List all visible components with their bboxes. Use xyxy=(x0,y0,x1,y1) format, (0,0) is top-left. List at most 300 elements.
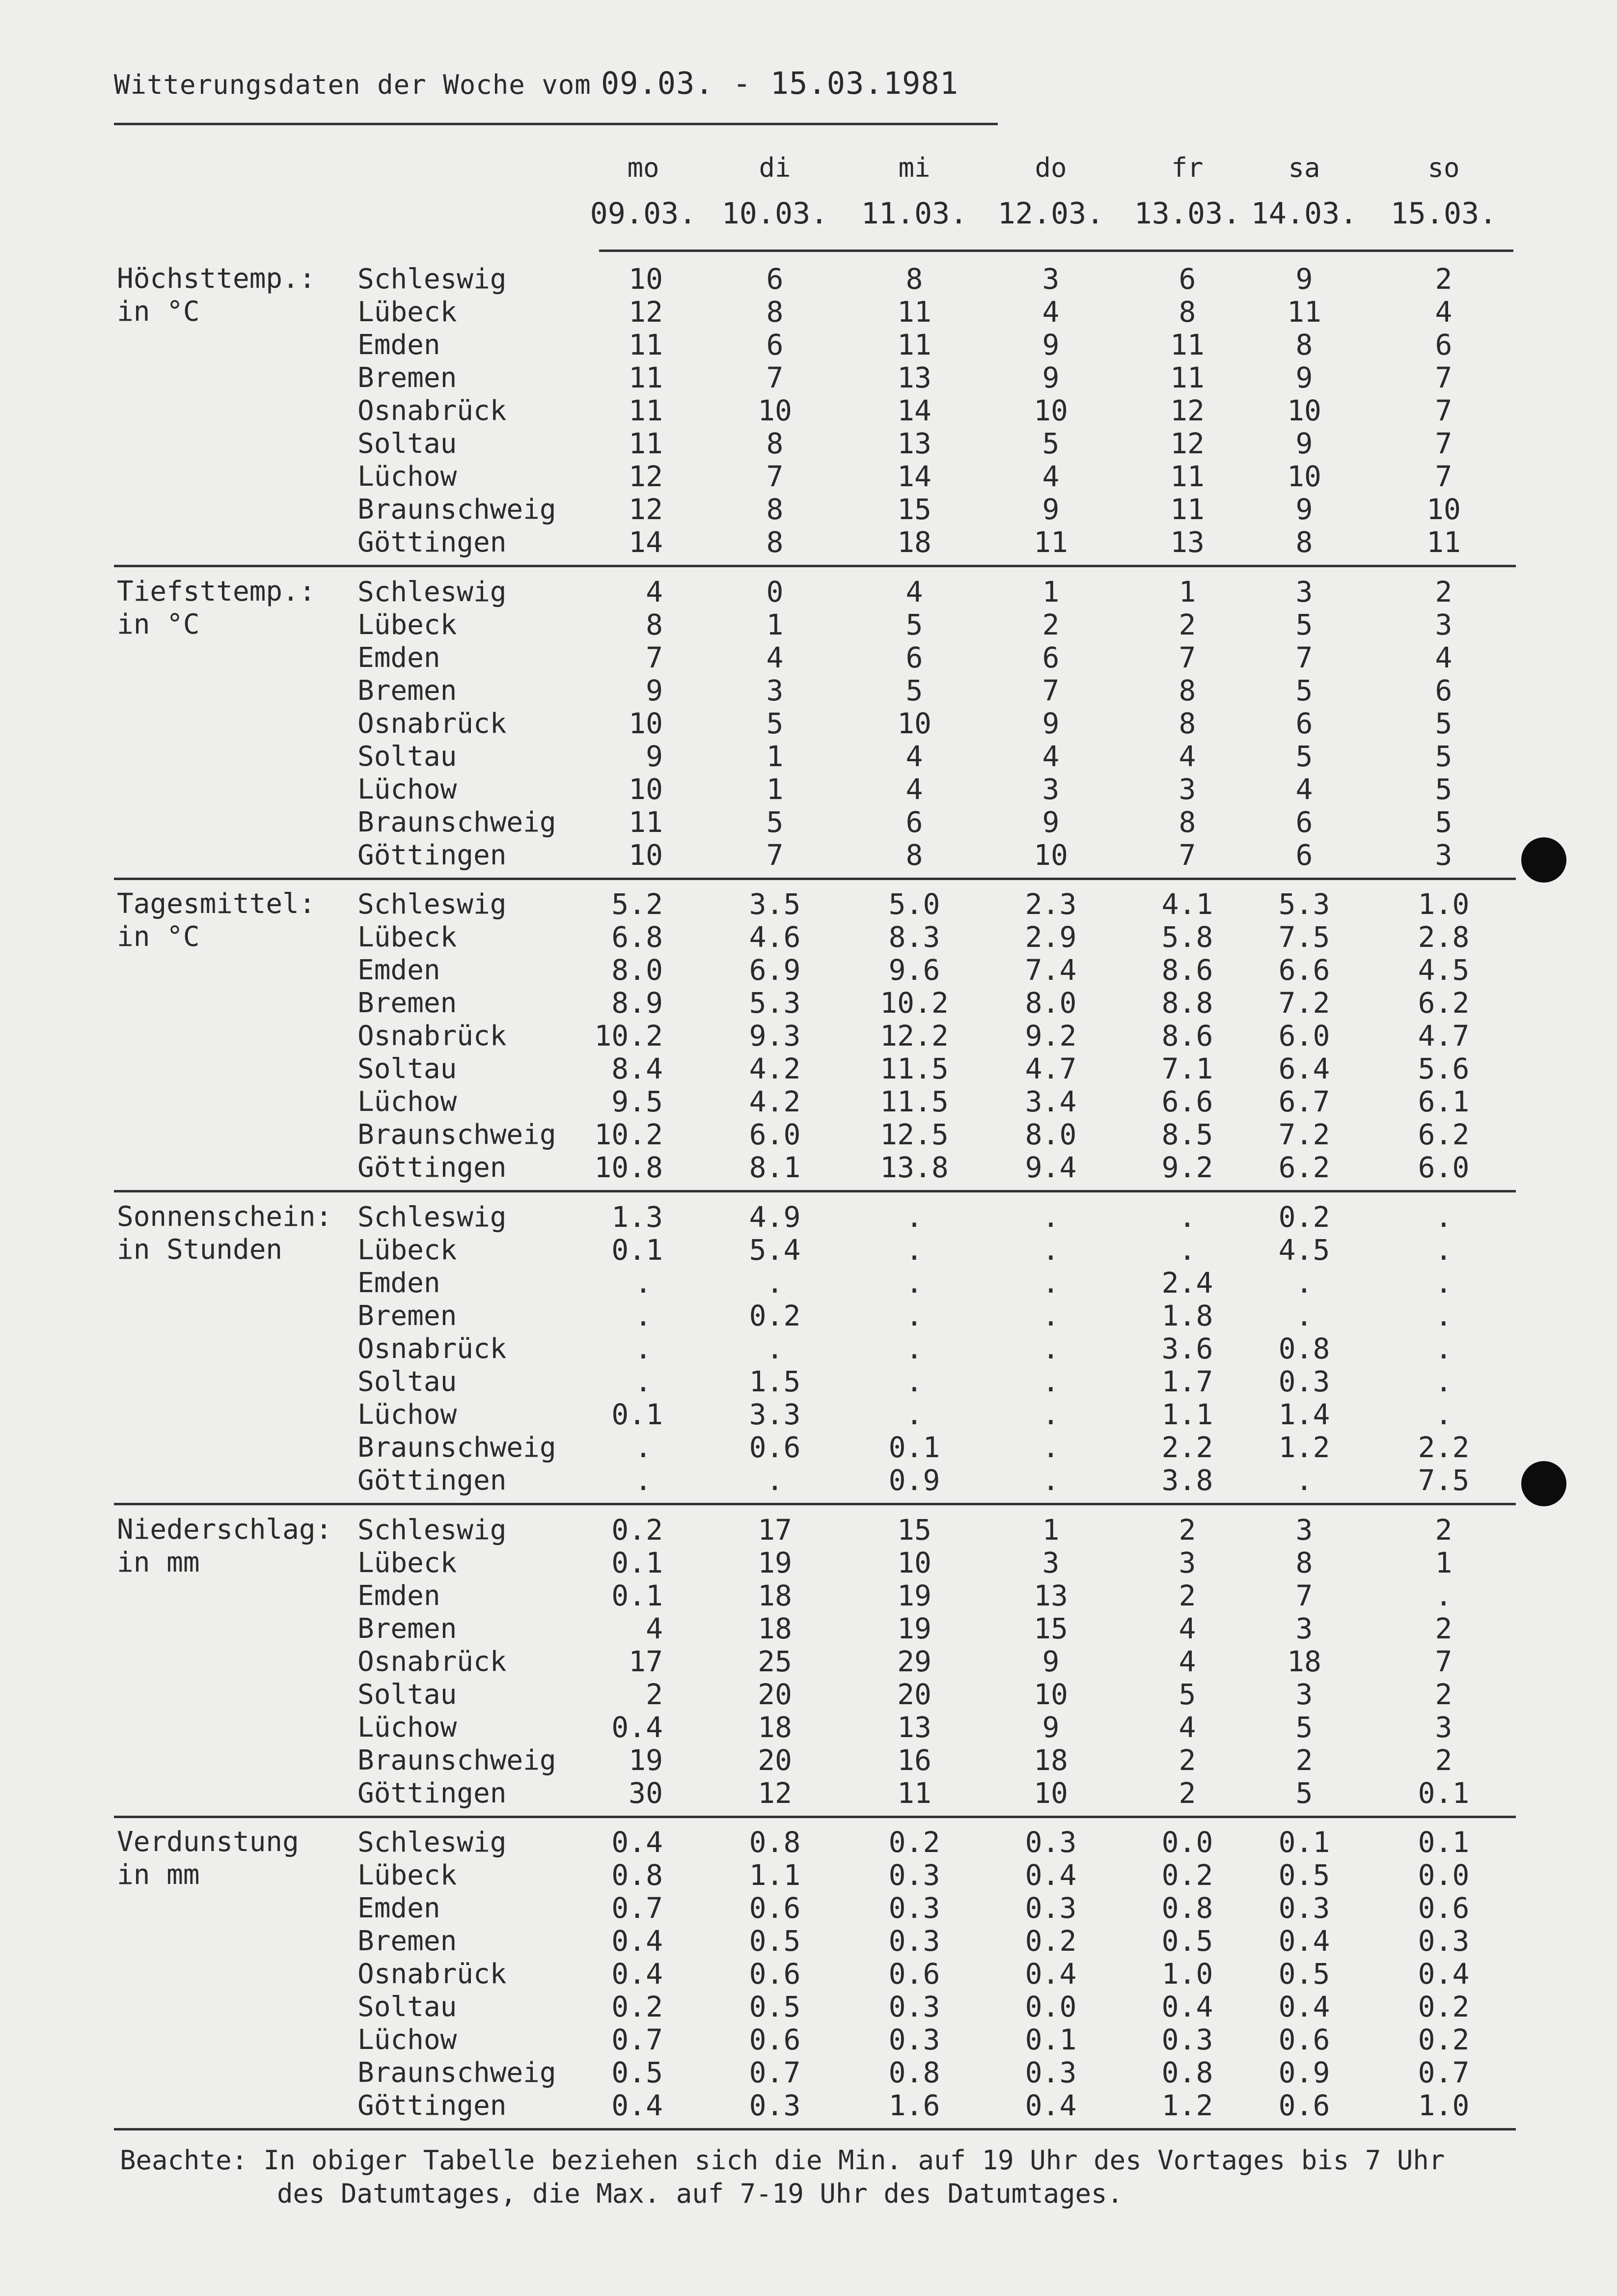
section-rule xyxy=(114,2128,1516,2130)
table-cell: . xyxy=(905,1365,923,1398)
table-cell: 9 xyxy=(1295,427,1313,460)
station-name: Braunschweig xyxy=(357,1119,556,1151)
table-cell: 2.4 xyxy=(1161,1266,1213,1300)
table-row xyxy=(0,1332,1617,1365)
table-cell: 0.4 xyxy=(611,1957,663,1991)
table-cell: 0.3 xyxy=(1161,2023,1213,2056)
station-name: Lübeck xyxy=(357,609,457,641)
day-date-mi: 11.03. xyxy=(861,196,968,231)
table-cell: 0.1 xyxy=(1278,1826,1330,1859)
table-cell: 9 xyxy=(1042,707,1060,740)
table-row xyxy=(0,806,1617,839)
table-cell: 2.3 xyxy=(1025,887,1077,921)
table-cell: . xyxy=(905,1332,923,1365)
station-name: Lübeck xyxy=(357,1859,457,1891)
section-title: Tagesmittel: xyxy=(117,888,316,920)
table-cell: 0.7 xyxy=(611,2023,663,2056)
day-name-di: di xyxy=(759,152,791,183)
table-cell: 3.5 xyxy=(749,887,801,921)
table-cell: . xyxy=(1178,1200,1196,1234)
table-cell: 1 xyxy=(1435,1546,1453,1579)
section-unit: in mm xyxy=(117,1859,200,1891)
table-cell: 3.3 xyxy=(749,1398,801,1431)
table-cell: 8 xyxy=(1178,707,1196,740)
table-cell: 2 xyxy=(1435,1513,1453,1547)
table-row xyxy=(0,1118,1617,1151)
table-row xyxy=(0,1579,1617,1612)
table-cell: 3 xyxy=(1295,1612,1313,1645)
table-cell: 11 xyxy=(1170,460,1205,493)
table-cell: 5 xyxy=(1435,707,1453,740)
table-cell: 2 xyxy=(1178,1743,1196,1777)
table-cell: . xyxy=(1042,1233,1060,1267)
table-cell: 4 xyxy=(1178,1645,1196,1678)
table-row xyxy=(0,641,1617,674)
title-date-range: 09.03. - 15.03.1981 xyxy=(601,65,959,101)
table-cell: 8 xyxy=(905,838,923,872)
table-cell: 9.5 xyxy=(611,1085,663,1118)
table-cell: 5 xyxy=(905,608,923,641)
table-row xyxy=(0,1612,1617,1645)
table-cell: . xyxy=(766,1332,784,1365)
day-name-sa: sa xyxy=(1288,152,1320,183)
table-cell: 0.0 xyxy=(1418,1858,1470,1892)
table-cell: 6 xyxy=(766,328,784,361)
table-cell: 5 xyxy=(905,674,923,707)
station-name: Schleswig xyxy=(357,263,507,295)
table-cell: 0.3 xyxy=(1418,1924,1470,1958)
section-unit: in °C xyxy=(117,609,200,640)
table-row xyxy=(0,2089,1617,2122)
section-title: Höchsttemp.: xyxy=(117,263,316,295)
table-cell: 2 xyxy=(1178,608,1196,641)
table-row xyxy=(0,1234,1617,1267)
table-cell: 11 xyxy=(1170,328,1205,361)
table-cell: . xyxy=(1042,1431,1060,1464)
table-cell: 2 xyxy=(1178,1579,1196,1612)
table-cell: 2 xyxy=(1178,1513,1196,1547)
station-name: Göttingen xyxy=(357,2090,507,2122)
table-cell: 0.7 xyxy=(749,2056,801,2089)
table-cell: 11 xyxy=(1170,361,1205,394)
table-row xyxy=(0,493,1617,526)
table-cell: 6 xyxy=(1295,838,1313,872)
table-cell: 12 xyxy=(629,295,663,329)
table-cell: . xyxy=(1042,1464,1060,1497)
table-cell: 10 xyxy=(629,262,663,296)
table-row xyxy=(0,1892,1617,1925)
table-cell: 3 xyxy=(1435,838,1453,872)
table-cell: 2 xyxy=(1042,608,1060,641)
table-cell: 4.7 xyxy=(1418,1019,1470,1052)
table-cell: . xyxy=(1042,1200,1060,1234)
table-cell: 2.2 xyxy=(1418,1431,1470,1464)
table-cell: 0.1 xyxy=(1418,1826,1470,1859)
table-row xyxy=(0,361,1617,394)
table-cell: 0 xyxy=(766,575,784,609)
table-cell: 1.0 xyxy=(1161,1957,1213,1991)
table-row xyxy=(0,329,1617,361)
table-cell: 0.8 xyxy=(611,1858,663,1892)
table-cell: 0.6 xyxy=(749,1957,801,1991)
table-cell: . xyxy=(1178,1233,1196,1267)
table-cell: 8 xyxy=(766,295,784,329)
table-cell: 7 xyxy=(1178,641,1196,674)
table-cell: . xyxy=(1435,1299,1453,1332)
table-row xyxy=(0,460,1617,493)
section-rule xyxy=(114,1816,1516,1818)
table-cell: 1 xyxy=(1042,575,1060,609)
table-row xyxy=(0,1744,1617,1777)
table-cell: 5 xyxy=(1295,608,1313,641)
table-cell: 8 xyxy=(766,493,784,526)
table-cell: 8.9 xyxy=(611,986,663,1020)
table-cell: . xyxy=(1042,1332,1060,1365)
table-row xyxy=(0,1514,1617,1547)
table-cell: 8.5 xyxy=(1161,1118,1213,1151)
table-cell: 11 xyxy=(629,427,663,460)
station-name: Lüchow xyxy=(357,774,457,805)
table-cell: . xyxy=(1042,1299,1060,1332)
station-name: Soltau xyxy=(357,741,457,773)
table-cell: 6 xyxy=(905,805,923,839)
table-cell: 10.2 xyxy=(594,1118,663,1151)
table-cell: 4 xyxy=(646,1612,663,1645)
day-name-mo: mo xyxy=(627,152,659,183)
table-cell: 5.0 xyxy=(888,887,940,921)
table-cell: 7.2 xyxy=(1278,1118,1330,1151)
table-cell: 7.2 xyxy=(1278,986,1330,1020)
table-row xyxy=(0,1958,1617,1991)
section-unit: in Stunden xyxy=(117,1234,283,1266)
table-cell: 5 xyxy=(1435,773,1453,806)
table-cell: . xyxy=(634,1464,652,1497)
table-cell: 4 xyxy=(1295,773,1313,806)
table-cell: 4 xyxy=(1042,740,1060,773)
table-cell: 8 xyxy=(1178,674,1196,707)
table-cell: 5.4 xyxy=(749,1233,801,1267)
table-cell: 2.2 xyxy=(1161,1431,1213,1464)
station-name: Bremen xyxy=(357,675,457,707)
table-cell: 8 xyxy=(1178,295,1196,329)
table-cell: 1 xyxy=(766,740,784,773)
table-cell: 15 xyxy=(897,493,932,526)
table-cell: 5 xyxy=(1042,427,1060,460)
table-cell: 3 xyxy=(1435,1711,1453,1744)
table-cell: 0.3 xyxy=(1278,1365,1330,1398)
table-cell: 10 xyxy=(897,707,932,740)
table-cell: 0.4 xyxy=(1278,1990,1330,2023)
table-cell: 0.8 xyxy=(1161,2056,1213,2089)
table-cell: . xyxy=(1042,1365,1060,1398)
table-cell: 12 xyxy=(629,493,663,526)
station-name: Emden xyxy=(357,1892,440,1924)
table-cell: 0.4 xyxy=(1161,1990,1213,2023)
table-row xyxy=(0,1085,1617,1118)
station-name: Lübeck xyxy=(357,296,457,328)
station-name: Braunschweig xyxy=(357,2057,556,2089)
station-name: Braunschweig xyxy=(357,1432,556,1464)
table-cell: 7 xyxy=(1042,674,1060,707)
station-name: Bremen xyxy=(357,1300,457,1332)
table-cell: 0.4 xyxy=(1025,2089,1077,2122)
station-name: Schleswig xyxy=(357,576,507,608)
table-cell: 14 xyxy=(897,460,932,493)
table-cell: 0.6 xyxy=(888,1957,940,1991)
table-cell: 6.0 xyxy=(1418,1151,1470,1184)
table-cell: 14 xyxy=(897,394,932,427)
table-row xyxy=(0,1547,1617,1579)
table-cell: 0.3 xyxy=(1025,1891,1077,1925)
table-cell: 0.3 xyxy=(1025,2056,1077,2089)
table-cell: 10 xyxy=(897,1546,932,1579)
table-cell: 2 xyxy=(1178,1776,1196,1810)
table-cell: 6.2 xyxy=(1418,986,1470,1020)
station-name: Emden xyxy=(357,954,440,986)
table-cell: 11 xyxy=(629,805,663,839)
table-cell: 6.2 xyxy=(1418,1118,1470,1151)
table-row xyxy=(0,1991,1617,2023)
table-row xyxy=(0,394,1617,427)
station-name: Göttingen xyxy=(357,526,507,558)
title-text: Witterungsdaten der Woche vom xyxy=(114,69,591,100)
table-cell: 0.8 xyxy=(749,1826,801,1859)
page-title xyxy=(114,59,998,110)
table-row xyxy=(0,427,1617,460)
table-cell: 6 xyxy=(1295,805,1313,839)
day-date-di: 10.03. xyxy=(721,196,828,231)
table-row xyxy=(0,576,1617,609)
table-cell: 8.6 xyxy=(1161,1019,1213,1052)
table-cell: 0.4 xyxy=(611,1826,663,1859)
table-row xyxy=(0,526,1617,559)
table-row xyxy=(0,1464,1617,1497)
table-cell: 7 xyxy=(1295,1579,1313,1612)
table-cell: 18 xyxy=(758,1711,792,1744)
table-cell: 4 xyxy=(1178,1711,1196,1744)
station-name: Lüchow xyxy=(357,1399,457,1431)
table-cell: 4 xyxy=(1178,1612,1196,1645)
table-cell: 4 xyxy=(646,575,663,609)
table-cell: 5.8 xyxy=(1161,920,1213,954)
table-cell: 9 xyxy=(1042,1711,1060,1744)
table-cell: 0.3 xyxy=(888,1924,940,1958)
table-cell: 5.3 xyxy=(1278,887,1330,921)
table-cell: 13 xyxy=(1170,526,1205,559)
table-cell: 10 xyxy=(629,838,663,872)
table-cell: 1.3 xyxy=(611,1200,663,1234)
table-cell: 0.1 xyxy=(1025,2023,1077,2056)
station-name: Emden xyxy=(357,1580,440,1612)
table-row xyxy=(0,674,1617,707)
table-cell: 0.4 xyxy=(1278,1924,1330,1958)
table-cell: 16 xyxy=(897,1743,932,1777)
table-cell: 11 xyxy=(629,394,663,427)
table-cell: 9 xyxy=(1042,328,1060,361)
table-cell: 6 xyxy=(1295,707,1313,740)
table-cell: 9.6 xyxy=(888,953,940,987)
table-cell: 10 xyxy=(629,773,663,806)
table-cell: 7 xyxy=(1435,427,1453,460)
table-cell: 19 xyxy=(897,1579,932,1612)
station-name: Braunschweig xyxy=(357,494,556,526)
table-cell: 1.4 xyxy=(1278,1398,1330,1431)
day-name-mi: mi xyxy=(898,152,931,183)
table-cell: 5 xyxy=(766,707,784,740)
table-cell: . xyxy=(1435,1266,1453,1300)
section-unit: in °C xyxy=(117,296,200,328)
table-cell: . xyxy=(1435,1200,1453,1234)
table-cell: 0.9 xyxy=(888,1464,940,1497)
table-cell: 4 xyxy=(1435,641,1453,674)
table-cell: . xyxy=(634,1332,652,1365)
station-name: Lüchow xyxy=(357,461,457,493)
section-rule xyxy=(114,1190,1516,1192)
table-cell: 3 xyxy=(1042,1546,1060,1579)
table-cell: 14 xyxy=(629,526,663,559)
table-cell: 6 xyxy=(1178,262,1196,296)
station-name: Lübeck xyxy=(357,1547,457,1579)
table-cell: 2 xyxy=(1295,1743,1313,1777)
table-row xyxy=(0,1365,1617,1398)
table-cell: 9 xyxy=(1295,361,1313,394)
table-cell: 18 xyxy=(1287,1645,1321,1678)
table-cell: 4.9 xyxy=(749,1200,801,1234)
table-cell: 10 xyxy=(1287,460,1321,493)
table-cell: 0.5 xyxy=(1278,1858,1330,1892)
station-name: Emden xyxy=(357,642,440,674)
table-cell: . xyxy=(766,1266,784,1300)
footnote xyxy=(120,2144,1445,2211)
station-name: Soltau xyxy=(357,1366,457,1398)
table-cell: 7 xyxy=(766,838,784,872)
table-cell: 15 xyxy=(1034,1612,1068,1645)
table-cell: 13 xyxy=(1034,1579,1068,1612)
day-date-fr: 13.03. xyxy=(1134,196,1241,231)
table-row xyxy=(0,2056,1617,2089)
table-cell: . xyxy=(1042,1398,1060,1431)
table-cell: 4.2 xyxy=(749,1085,801,1118)
footnote-line-2: des Datumtages, die Max. auf 7-19 Uhr des Datumtages. xyxy=(277,2178,1124,2209)
section-rule xyxy=(114,565,1516,567)
station-name: Lüchow xyxy=(357,2024,457,2056)
table-cell: 8.0 xyxy=(1025,1118,1077,1151)
table-row xyxy=(0,1267,1617,1300)
table-cell: 8.4 xyxy=(611,1052,663,1085)
table-cell: 6 xyxy=(905,641,923,674)
table-row xyxy=(0,1645,1617,1678)
footnote-line-1: Beachte: In obiger Tabelle beziehen sich die Min. auf 19 Uhr des Vortages bis 7 Uhr xyxy=(120,2145,1445,2176)
table-cell: 0.4 xyxy=(611,1711,663,1744)
table-cell: 0.5 xyxy=(1278,1957,1330,1991)
table-cell: 6 xyxy=(1042,641,1060,674)
table-cell: . xyxy=(634,1431,652,1464)
table-cell: 0.5 xyxy=(611,2056,663,2089)
table-cell: 1 xyxy=(1178,575,1196,609)
table-cell: 3 xyxy=(766,674,784,707)
table-cell: 1.0 xyxy=(1418,887,1470,921)
table-row xyxy=(0,1020,1617,1052)
table-cell: . xyxy=(1295,1299,1313,1332)
table-cell: 1.1 xyxy=(749,1858,801,1892)
table-cell: . xyxy=(905,1266,923,1300)
table-cell: 12.2 xyxy=(880,1019,949,1052)
table-cell: . xyxy=(766,1464,784,1497)
table-cell: 0.8 xyxy=(1278,1332,1330,1365)
table-cell: 5 xyxy=(1295,740,1313,773)
table-cell: 2 xyxy=(646,1678,663,1711)
table-cell: 3.8 xyxy=(1161,1464,1213,1497)
table-cell: 0.2 xyxy=(1418,1990,1470,2023)
table-cell: 8 xyxy=(1178,805,1196,839)
table-cell: 12.5 xyxy=(880,1118,949,1151)
table-cell: 2.9 xyxy=(1025,920,1077,954)
table-cell: 29 xyxy=(897,1645,932,1678)
header-rule xyxy=(599,249,1513,252)
table-cell: 13 xyxy=(897,1711,932,1744)
table-cell: 2 xyxy=(1435,1743,1453,1777)
table-cell: 4.1 xyxy=(1161,887,1213,921)
table-cell: 7 xyxy=(1435,361,1453,394)
table-cell: 12 xyxy=(1170,394,1205,427)
table-cell: 1 xyxy=(766,773,784,806)
station-name: Osnabrück xyxy=(357,1646,507,1678)
table-cell: 7 xyxy=(1178,838,1196,872)
table-cell: 1.6 xyxy=(888,2089,940,2122)
table-cell: 2 xyxy=(1435,262,1453,296)
station-name: Osnabrück xyxy=(357,1333,507,1365)
day-date-mo: 09.03. xyxy=(590,196,697,231)
table-cell: 8 xyxy=(1295,328,1313,361)
table-row xyxy=(0,609,1617,641)
table-cell: 13 xyxy=(897,361,932,394)
table-cell: 5 xyxy=(1295,1711,1313,1744)
table-cell: 6.2 xyxy=(1278,1151,1330,1184)
table-cell: 20 xyxy=(897,1678,932,1711)
table-row xyxy=(0,263,1617,296)
table-cell: 10.2 xyxy=(594,1019,663,1052)
table-cell: . xyxy=(1435,1398,1453,1431)
table-cell: 6 xyxy=(1435,328,1453,361)
table-cell: 1.8 xyxy=(1161,1299,1213,1332)
table-cell: 6.1 xyxy=(1418,1085,1470,1118)
station-name: Göttingen xyxy=(357,1777,507,1809)
table-row xyxy=(0,1398,1617,1431)
table-cell: 7.1 xyxy=(1161,1052,1213,1085)
table-row xyxy=(0,707,1617,740)
table-cell: 6.9 xyxy=(749,953,801,987)
table-cell: 4 xyxy=(905,575,923,609)
table-cell: 10 xyxy=(758,394,792,427)
table-cell: 18 xyxy=(897,526,932,559)
table-cell: 2 xyxy=(1435,1678,1453,1711)
station-name: Emden xyxy=(357,1267,440,1299)
table-cell: . xyxy=(1042,1266,1060,1300)
table-cell: 0.8 xyxy=(1161,1891,1213,1925)
table-cell: 4.5 xyxy=(1418,953,1470,987)
table-cell: 10 xyxy=(1287,394,1321,427)
table-cell: 20 xyxy=(758,1678,792,1711)
table-cell: 3.4 xyxy=(1025,1085,1077,1118)
station-name: Göttingen xyxy=(357,839,507,871)
table-cell: 0.1 xyxy=(888,1431,940,1464)
table-cell: 7 xyxy=(1435,460,1453,493)
day-date-do: 12.03. xyxy=(997,196,1104,231)
table-cell: 0.2 xyxy=(611,1513,663,1547)
table-cell: 11 xyxy=(1426,526,1461,559)
table-cell: 8 xyxy=(1295,526,1313,559)
table-cell: 6.0 xyxy=(1278,1019,1330,1052)
